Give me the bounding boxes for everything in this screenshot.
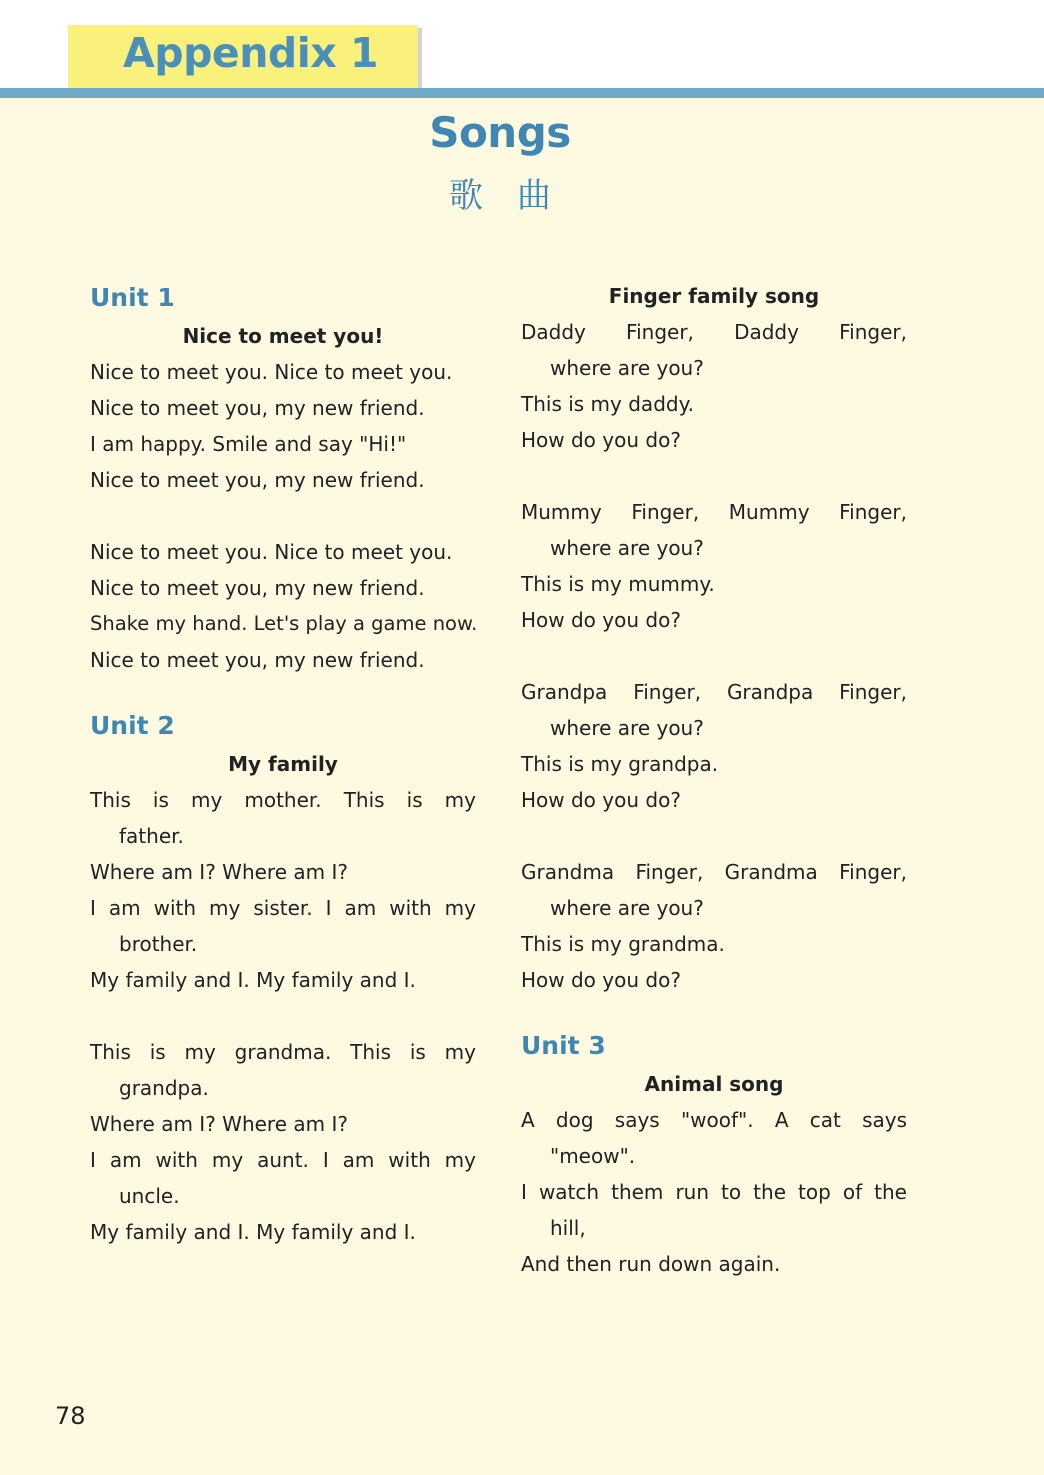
lyric-line: grandpa. (119, 1076, 209, 1100)
header-rule (0, 88, 1044, 98)
page-title: Songs (429, 108, 571, 157)
lyric-line: Grandma Finger, Grandma Finger, (521, 860, 907, 884)
stanza-spacer (521, 458, 907, 494)
stanza-spacer (521, 638, 907, 674)
lyric-line: Where am I? Where am I? (90, 1112, 348, 1136)
left-column (90, 278, 476, 1250)
section-spacer (90, 678, 476, 706)
section-spacer (521, 998, 907, 1026)
lyric-line: Nice to meet you. Nice to meet you. (90, 360, 453, 384)
lyric-line: This is my mummy. (521, 572, 715, 596)
unit-heading: Unit 3 (521, 1031, 606, 1060)
lyric-line: I watch them run to the top of the (521, 1180, 907, 1204)
lyric-line: And then run down again. (521, 1252, 781, 1276)
right-column (521, 278, 907, 1282)
lyric-line: Nice to meet you, my new friend. (90, 576, 425, 600)
lyric-line: Nice to meet you, my new friend. (90, 648, 425, 672)
unit-heading: Unit 1 (90, 283, 175, 312)
lyric-line: father. (119, 824, 184, 848)
lyric-line: This is my grandma. This is my (90, 1040, 476, 1064)
stanza-spacer (90, 998, 476, 1034)
lyric-line: I am with my sister. I am with my (90, 896, 476, 920)
lyric-line: How do you do? (521, 428, 681, 452)
lyric-line: where are you? (550, 356, 704, 380)
lyric-line: This is my grandpa. (521, 752, 719, 776)
page-subtitle: 歌 曲 (449, 176, 551, 216)
lyric-line: I am happy. Smile and say "Hi!" (90, 432, 407, 456)
lyric-line: This is my daddy. (521, 392, 694, 416)
stanza-spacer (90, 498, 476, 534)
lyric-line: This is my mother. This is my (90, 788, 476, 812)
lyric-line: where are you? (550, 536, 704, 560)
lyric-line: Grandpa Finger, Grandpa Finger, (521, 680, 907, 704)
song-title: Nice to meet you! (182, 324, 384, 348)
appendix-label: Appendix 1 (123, 29, 379, 77)
lyric-line: This is my grandma. (521, 932, 725, 956)
lyric-line: I am with my aunt. I am with my (90, 1148, 476, 1172)
lyric-line: My family and I. My family and I. (90, 1220, 416, 1244)
lyric-line: uncle. (119, 1184, 180, 1208)
lyric-line: Shake my hand. Let's play a game now. (90, 612, 478, 635)
lyric-line: How do you do? (521, 608, 681, 632)
lyric-line: where are you? (550, 716, 704, 740)
lyric-line: hill, (550, 1216, 586, 1240)
lyric-line: My family and I. My family and I. (90, 968, 416, 992)
lyric-line: where are you? (550, 896, 704, 920)
lyric-line: Nice to meet you, my new friend. (90, 468, 425, 492)
lyric-line: Nice to meet you. Nice to meet you. (90, 540, 453, 564)
lyric-line: A dog says "woof". A cat says (521, 1108, 907, 1132)
song-title: Finger family song (608, 284, 820, 308)
page-number: 78 (55, 1402, 86, 1430)
lyric-line: Mummy Finger, Mummy Finger, (521, 500, 907, 524)
lyric-line: Daddy Finger, Daddy Finger, (521, 320, 907, 344)
lyric-line: brother. (119, 932, 198, 956)
lyric-line: How do you do? (521, 968, 681, 992)
unit-heading: Unit 2 (90, 711, 175, 740)
lyric-line: Where am I? Where am I? (90, 860, 348, 884)
stanza-spacer (521, 818, 907, 854)
lyric-line: "meow". (550, 1144, 636, 1168)
lyric-line: Nice to meet you, my new friend. (90, 396, 425, 420)
song-title: My family (228, 752, 338, 776)
lyric-line: How do you do? (521, 788, 681, 812)
song-title: Animal song (644, 1072, 784, 1096)
appendix-tab (68, 25, 418, 89)
